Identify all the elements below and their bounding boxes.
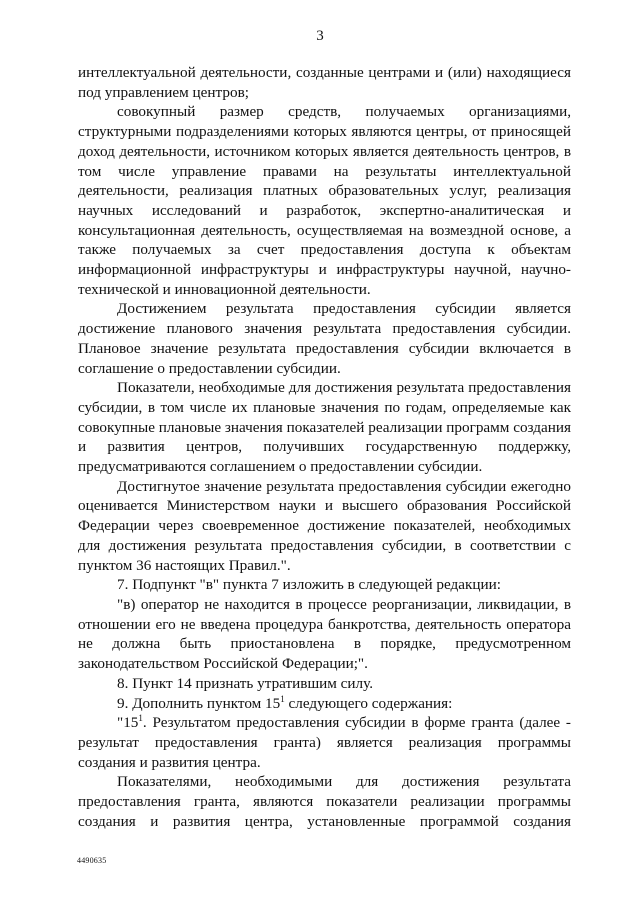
- paragraph: Показатели, необходимые для достижения результата предоставления субсидии, в том числе их плановые значения по годам, определяемые как совокупные плановые значения показателей реализации программ создания и развития центров, получивших государственную поддержку, предусматриваются соглашением о предоставлении субсидии.: [78, 379, 571, 476]
- document-code: 4490635: [77, 856, 107, 865]
- paragraph: совокупный размер средств, получаемых организациями, структурными подразделениями которых являются центры, от приносящей доход деятельности, источником которых является деятельность центров, в том числе управление правами на результаты интеллектуальной деятельности, реализация платных образовательных услуг, реализация научных исследований и разработок, экспертно-аналитическая и консультационная деятельность, осуществляемая на возмездной основе, а также получаемых за счет предоставления доступа к объектам информационной инфраструктуры и инфраструктуры научной, научно-технической и инновационной деятельности.: [78, 103, 571, 298]
- paragraph: Достигнутое значение результата предоставления субсидии ежегодно оценивается Министерством науки и высшего образования Российской Федерации через своевременное достижение показателей, необходимых для достижения результата предоставления субсидии, в соответствии с пунктом 36 настоящих Правил.".: [78, 477, 571, 574]
- paragraph-text: следующего содержания:: [284, 694, 453, 712]
- paragraph-text: 9. Дополнить пунктом 15: [117, 694, 281, 712]
- paragraph-text: "15: [117, 714, 139, 732]
- paragraph: [78, 713, 571, 772]
- paragraph: Показателями, необходимыми для достижения результата предоставления гранта, являются показатели реализации программы создания и развития центра, установленные программой создания: [78, 773, 571, 830]
- paragraph: 8. Пункт 14 признать утратившим силу.: [117, 674, 373, 692]
- document-body: [78, 63, 571, 831]
- paragraph: Достижением результата предоставления субсидии является достижение планового значения результата предоставления субсидии. Плановое значение результата предоставления субсидии включается в соглашение о предоставлении субсидии.: [78, 300, 571, 377]
- paragraph: [78, 694, 571, 714]
- superscript: 1: [138, 713, 143, 724]
- page-number: 3: [316, 28, 324, 44]
- paragraph: интеллектуальной деятельности, созданные центрами и (или) находящиеся под управлением центров;: [78, 64, 571, 101]
- paragraph: "в) оператор не находится в процессе реорганизации, ликвидации, в отношении его не введена процедура банкротства, деятельность оператора не должна быть приостановлена в порядке, предусмотренном законодательством Российской Федерации;".: [78, 595, 571, 673]
- superscript: 1: [280, 693, 285, 704]
- paragraph: 7. Подпункт "в" пункта 7 изложить в следующей редакции:: [117, 576, 501, 594]
- paragraph-text: . Результатом предоставления субсидии в форме гранта (далее - результат предоставления гранта) является реализация программы создания и развития центра.: [78, 714, 571, 771]
